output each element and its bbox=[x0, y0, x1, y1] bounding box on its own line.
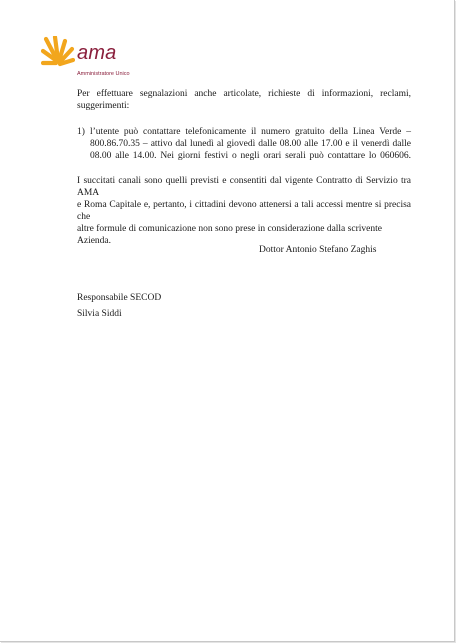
intro-paragraph bbox=[77, 88, 411, 112]
intro-line: Per effettuare segnalazioni anche articolate, richieste di informazioni, reclami, bbox=[77, 89, 411, 99]
item-number: 1) bbox=[77, 127, 85, 137]
ama-sun-logo-icon bbox=[41, 36, 75, 70]
brand-name: ama bbox=[77, 42, 117, 64]
note-line: e Roma Capitale e, pertanto, i cittadini devono attenersi a tali accessi mentre si precisa che bbox=[77, 200, 411, 222]
item-line: 08.00 alle 14.00. Nei giorni festivi o negli orari serali può contattare lo 060606. bbox=[90, 151, 411, 161]
role-subtitle: Amministratore Unico bbox=[77, 71, 130, 77]
signature-office: Responsabile SECOD bbox=[77, 293, 162, 303]
item-line: 800.86.70.35 – attivo dal lunedì al giovedì dalle 08.00 alle 17.00 e il venerdì dalle bbox=[90, 139, 411, 149]
note-paragraph bbox=[77, 175, 411, 247]
intro-line: suggerimenti: bbox=[77, 101, 130, 111]
signature-doctor: Dottor Antonio Stefano Zaghis bbox=[259, 245, 377, 255]
item-body bbox=[90, 126, 411, 162]
note-line: altre formule di comunicazione non sono prese in considerazione dalla scrivente Azienda. bbox=[77, 224, 382, 246]
signature-person: Silvia Siddi bbox=[77, 309, 122, 319]
item-line: l’utente può contattare telefonicamente il numero gratuito della Linea Verde – bbox=[90, 127, 411, 137]
note-line: I succitati canali sono quelli previsti e consentiti dal vigente Contratto di Servizio tra AMA bbox=[77, 176, 411, 198]
